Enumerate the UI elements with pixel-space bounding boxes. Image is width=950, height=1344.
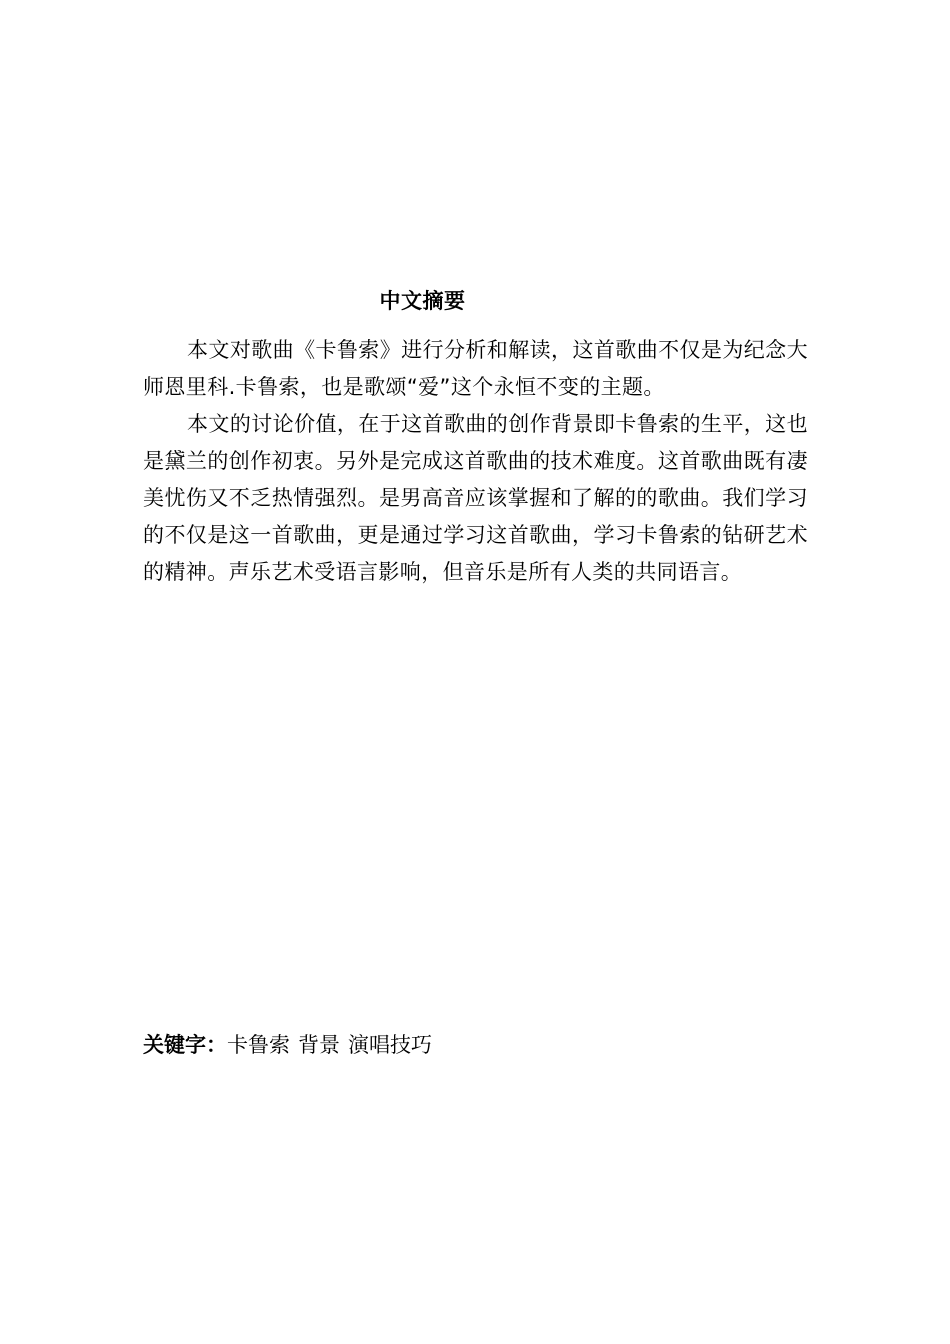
abstract-paragraph-1: 本文对歌曲《卡鲁索》进行分析和解读，这首歌曲不仅是为纪念大师恩里科.卡鲁索，也是歌颂“爱”这个永恒不变的主题。 [143,338,808,399]
keyword-item: 背景 [298,1033,340,1057]
abstract-paragraph-2: 本文的讨论价值，在于这首歌曲的创作背景即卡鲁索的生平，这也是黛兰的创作初衷。另外是完成这首歌曲的技术难度。这首歌曲既有凄美忧伤又不乏热情强烈。是男高音应该掌握和了解的的歌曲。我们学习的不仅是这一首歌曲，更是通过学习这首歌曲，学习卡鲁索的钻研艺术的精神。声乐艺术受语言影响，但音乐是所有人类的共同语言。 [143,412,808,584]
abstract-body [143,332,808,591]
keywords-label: 关键字： [143,1033,227,1057]
abstract-title: 中文摘要 [379,289,466,313]
keywords-line [143,1030,440,1060]
keyword-item: 演唱技巧 [348,1033,432,1057]
keyword-item: 卡鲁索 [227,1033,290,1057]
